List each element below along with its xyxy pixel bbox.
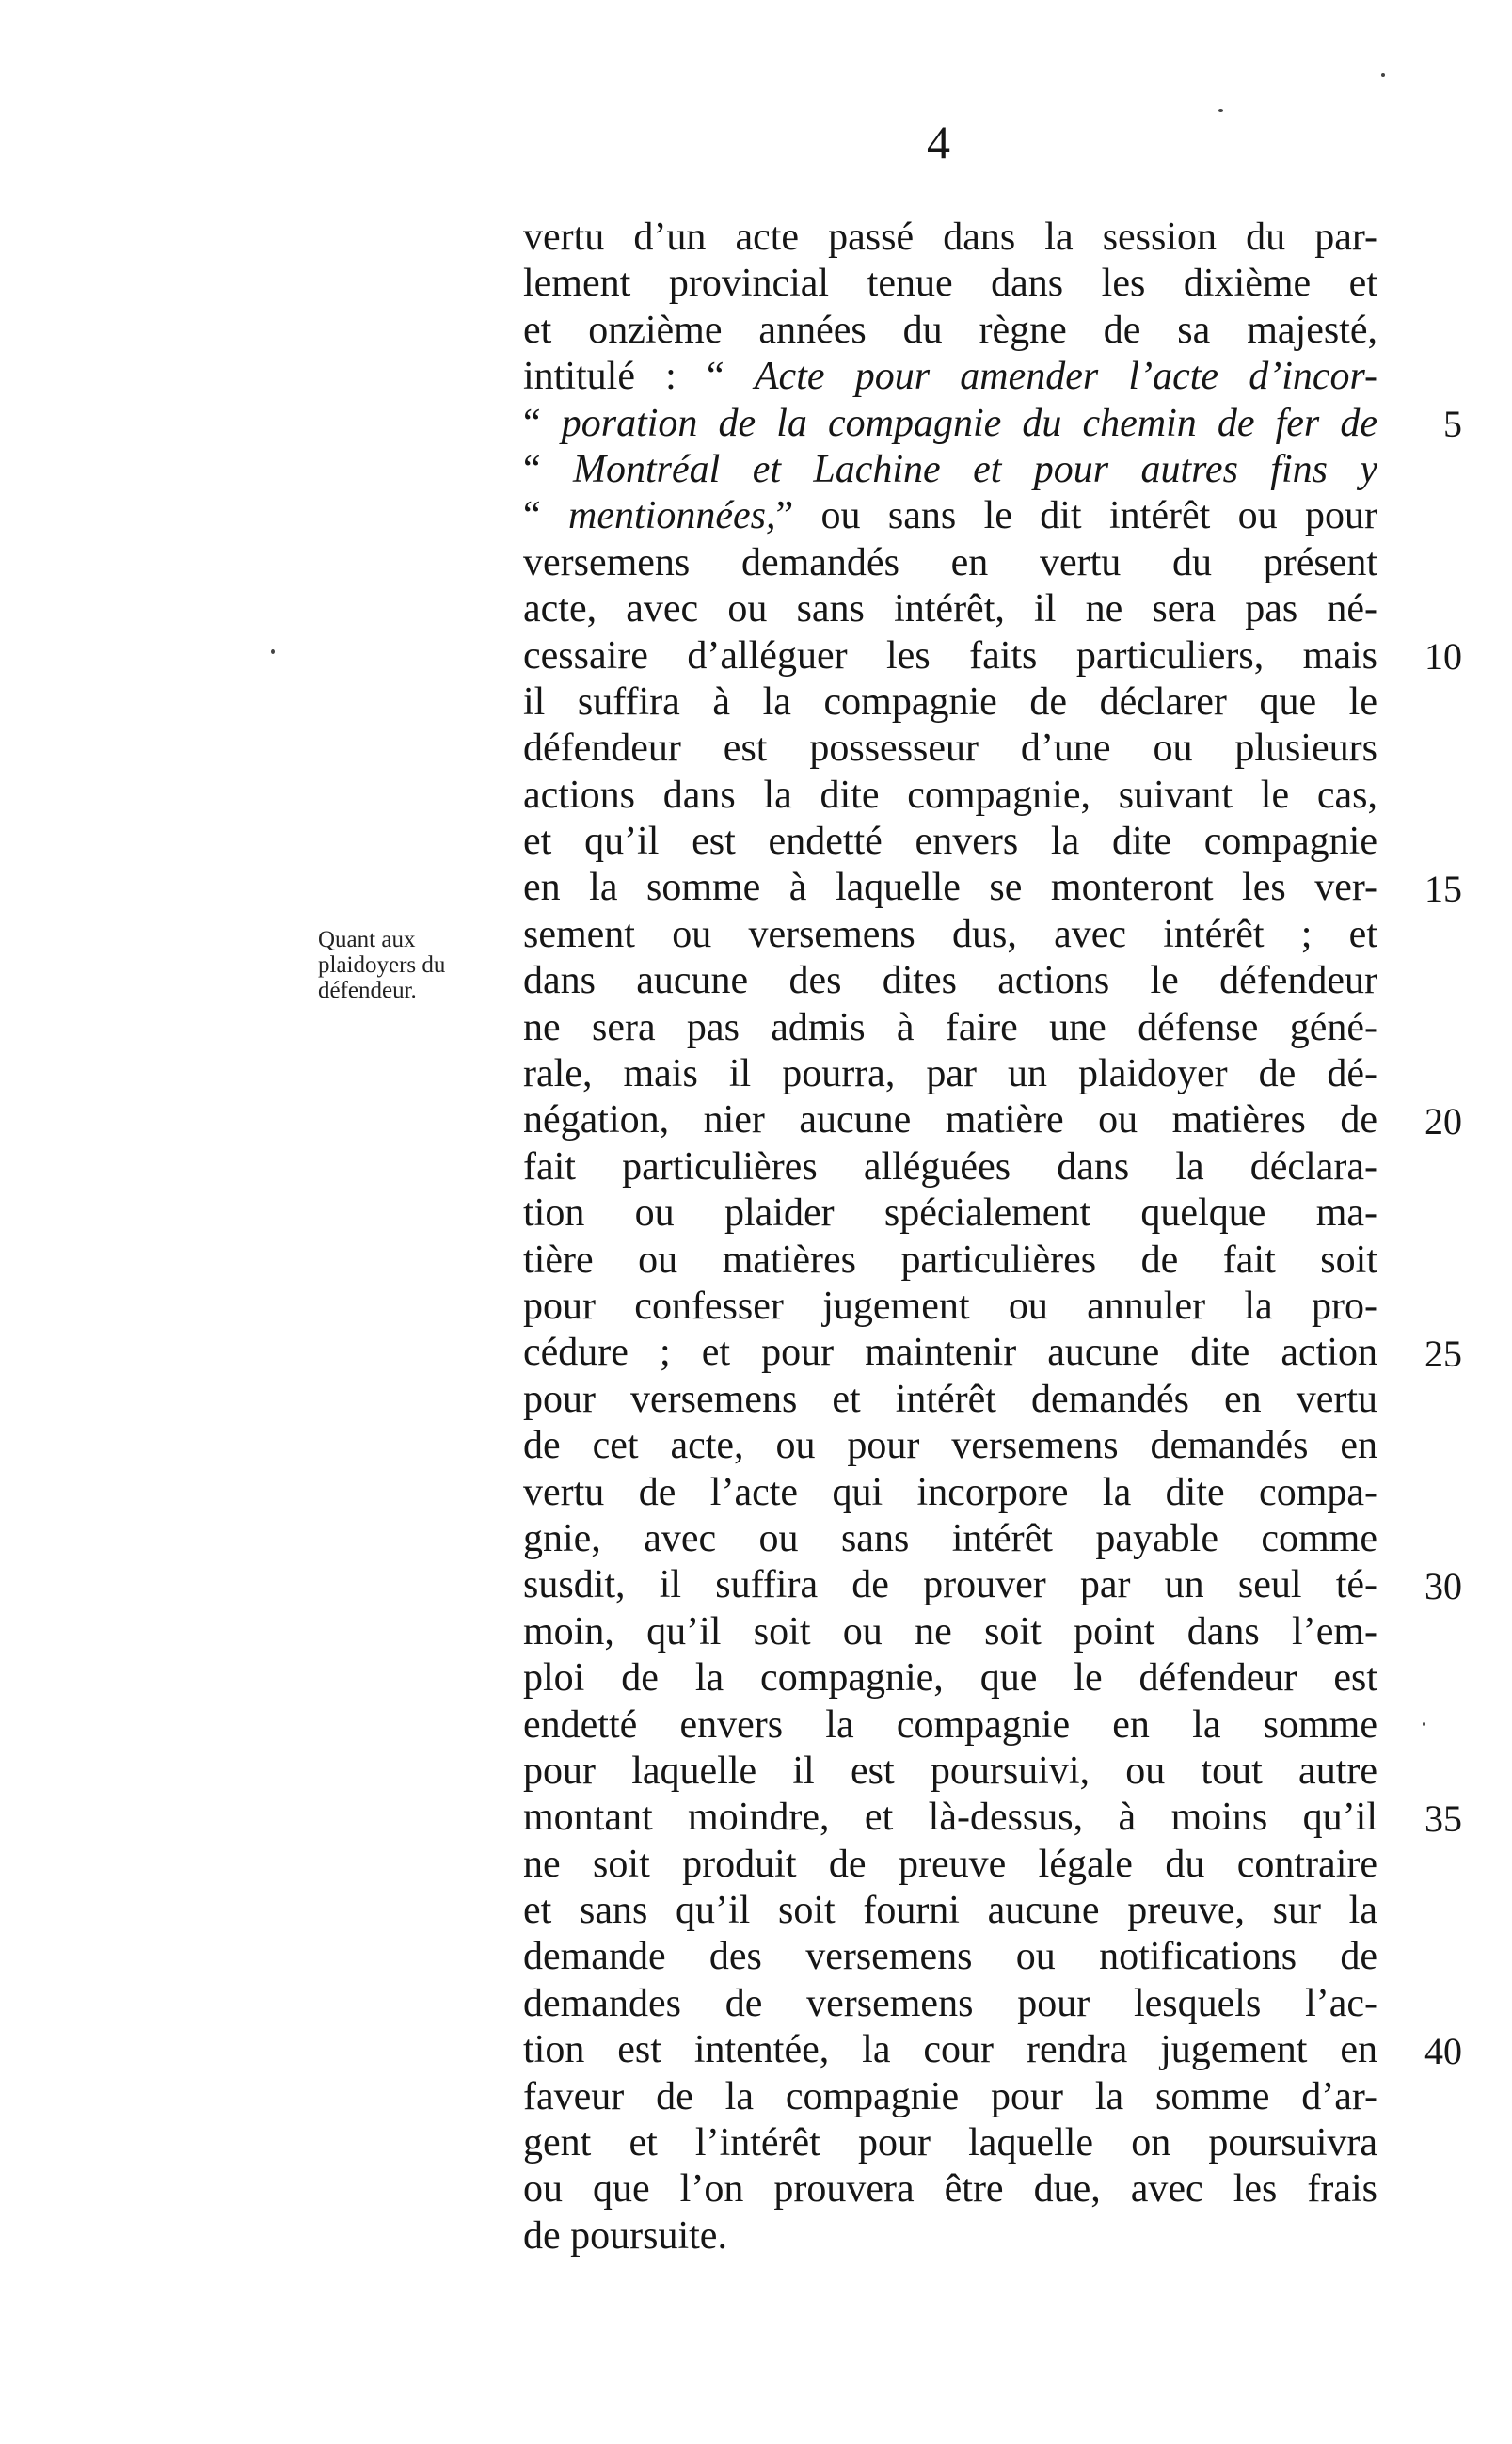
text-segment: pour confesser jugement ou annuler la pro- (523, 1284, 1377, 1328)
line-numbers (1396, 215, 1462, 2097)
text-segment: faveur de la compagnie pour la somme d’ar- (523, 2074, 1377, 2118)
text-segment: endetté envers la compagnie en la somme (523, 1702, 1377, 1747)
line-number: 10 (1424, 634, 1462, 678)
text-line (523, 1377, 1377, 1423)
text-line (523, 493, 1377, 539)
text-line (523, 540, 1377, 586)
text-segment: en la somme à laquelle se monteront les ver- (523, 866, 1377, 910)
text-segment: fait particulières alléguées dans la déclara- (523, 1144, 1377, 1189)
text-line (523, 1284, 1377, 1330)
text-segment: lement provincial tenue dans les dixième et (523, 262, 1377, 306)
text-line (523, 586, 1377, 632)
text-segment: vertu d’un acte passé dans la session du par- (523, 216, 1377, 259)
text-segment: ploi de la compagnie, que le défendeur est (523, 1656, 1377, 1701)
text-line (523, 1655, 1377, 1701)
text-segment: de cet acte, ou pour versemens demandés en (523, 1424, 1377, 1468)
text-line (523, 308, 1377, 354)
text-segment: Montréal et Lachine et pour autres fins y (573, 447, 1377, 491)
text-segment: actions dans la dite compagnie, suivant le cas, (523, 773, 1377, 817)
text-line (523, 1981, 1377, 2027)
text-line (523, 1005, 1377, 1051)
text-line (523, 1888, 1377, 1934)
text-line (523, 1516, 1377, 1562)
text-segment: cessaire d’alléguer les faits particuliers, mais (523, 633, 1377, 678)
text-segment: dans aucune des dites actions le défendeur (523, 959, 1377, 1003)
line-number: 5 (1443, 402, 1462, 445)
line-number: 20 (1424, 1099, 1462, 1142)
text-line (523, 633, 1377, 679)
text-segment: tion est intentée, la cour rendra jugement en (523, 2028, 1377, 2072)
text-segment: ou que l’on prouvera être due, avec les frais (523, 2167, 1377, 2212)
text-line (523, 1562, 1377, 1608)
text-line (523, 819, 1377, 865)
text-line (523, 1097, 1377, 1143)
text-line (523, 1702, 1377, 1749)
line-number: 25 (1424, 1332, 1462, 1375)
text-line (523, 2166, 1377, 2212)
text-segment: acte, avec ou sans intérêt, il ne sera pas né- (523, 587, 1377, 631)
text-segment: et onzième années du règne de sa majesté, (523, 308, 1377, 352)
text-line (523, 679, 1377, 726)
text-segment: demande des versemens ou notifications de (523, 1935, 1377, 1979)
text-line (523, 1051, 1377, 1097)
text-line (523, 354, 1377, 400)
text-segment: pour laquelle il est poursuivi, ou tout autre (523, 1749, 1377, 1793)
margin-note-line: défendeur. (318, 978, 417, 1003)
margin-note-line: plaidoyers du (318, 952, 446, 978)
scan-speck (1218, 109, 1223, 112)
text-segment: susdit, il suffira de prouver par un seul té- (523, 1563, 1377, 1607)
text-line (523, 401, 1377, 447)
text-segment: ne sera pas admis à faire une défense géné- (523, 1005, 1377, 1049)
text-segment: négation, nier aucune matière ou matières de (523, 1098, 1377, 1142)
text-line (523, 2027, 1377, 2073)
scan-speck (271, 649, 275, 654)
text-line (523, 447, 1377, 493)
text-line (523, 261, 1377, 307)
text-line (523, 1330, 1377, 1376)
text-segment: pour versemens et intérêt demandés en vertu (523, 1377, 1377, 1421)
text-segment: Acte pour amender l’acte d’incor- (754, 355, 1378, 399)
text-segment: de poursuite. (523, 2213, 727, 2258)
text-segment: et qu’il est endetté envers la dite compagnie (523, 820, 1377, 864)
text-segment: et sans qu’il soit fourni aucune preuve, sur la (523, 1889, 1377, 1933)
text-segment: sement ou versemens dus, avec intérêt ; et (523, 912, 1377, 956)
text-segment: ” ou sans le dit intérêt ou pour (775, 494, 1377, 538)
text-segment: rale, mais il pourra, par un plaidoyer de dé- (523, 1052, 1377, 1096)
line-number: 15 (1424, 867, 1462, 910)
text-line (523, 2074, 1377, 2120)
scan-speck (1423, 1722, 1425, 1726)
margin-note-line: Quant aux (318, 927, 416, 952)
text-segment: “ (523, 494, 569, 538)
text-line (523, 1934, 1377, 1980)
margin-note (318, 927, 506, 1003)
text-line (523, 2213, 1377, 2260)
text-segment: tion ou plaider spécialement quelque ma- (523, 1191, 1377, 1236)
text-line (523, 773, 1377, 819)
line-number: 30 (1424, 1564, 1462, 1607)
text-line (523, 1795, 1377, 1841)
text-segment: “ (523, 447, 574, 491)
body-text (523, 215, 1377, 2260)
text-line (523, 1190, 1377, 1237)
text-line (523, 865, 1377, 911)
text-segment: défendeur est possesseur d’une ou plusieurs (523, 727, 1377, 771)
text-line (523, 1144, 1377, 1190)
text-segment: mentionnées, (568, 494, 776, 538)
line-number: 35 (1424, 1797, 1462, 1840)
text-segment: cédure ; et pour maintenir aucune dite action (523, 1331, 1377, 1375)
text-line (523, 1470, 1377, 1516)
scan-speck (1381, 73, 1385, 77)
text-line (523, 1238, 1377, 1284)
text-segment: montant moindre, et là-dessus, à moins qu’il (523, 1796, 1377, 1840)
text-line (523, 1749, 1377, 1795)
text-segment: ne soit produit de preuve légale du contraire (523, 1842, 1377, 1886)
text-line (523, 1609, 1377, 1655)
line-number: 40 (1424, 2029, 1462, 2072)
text-segment: vertu de l’acte qui incorpore la dite compa- (523, 1470, 1377, 1514)
text-segment: gnie, avec ou sans intérêt payable comme (523, 1516, 1377, 1560)
text-segment: tière ou matières particulières de fait soit (523, 1238, 1377, 1282)
text-line (523, 958, 1377, 1004)
text-line (523, 726, 1377, 772)
text-segment: intitulé : “ (523, 355, 755, 399)
text-segment: “ (523, 401, 562, 445)
text-line (523, 215, 1377, 261)
page-number: 4 (927, 116, 950, 168)
text-segment: demandes de versemens pour lesquels l’ac- (523, 1981, 1377, 2025)
text-line (523, 1842, 1377, 1888)
text-line (523, 1423, 1377, 1469)
text-segment: poration de la compagnie du chemin de fer de (561, 401, 1377, 445)
text-segment: versemens demandés en vertu du présent (523, 540, 1377, 584)
text-segment: gent et l’intérêt pour laquelle on poursuivra (523, 2121, 1377, 2165)
text-line (523, 2120, 1377, 2166)
text-segment: moin, qu’il soit ou ne soit point dans l’em- (523, 1609, 1377, 1653)
text-segment: il suffira à la compagnie de déclarer que le (523, 679, 1377, 724)
text-line (523, 912, 1377, 958)
